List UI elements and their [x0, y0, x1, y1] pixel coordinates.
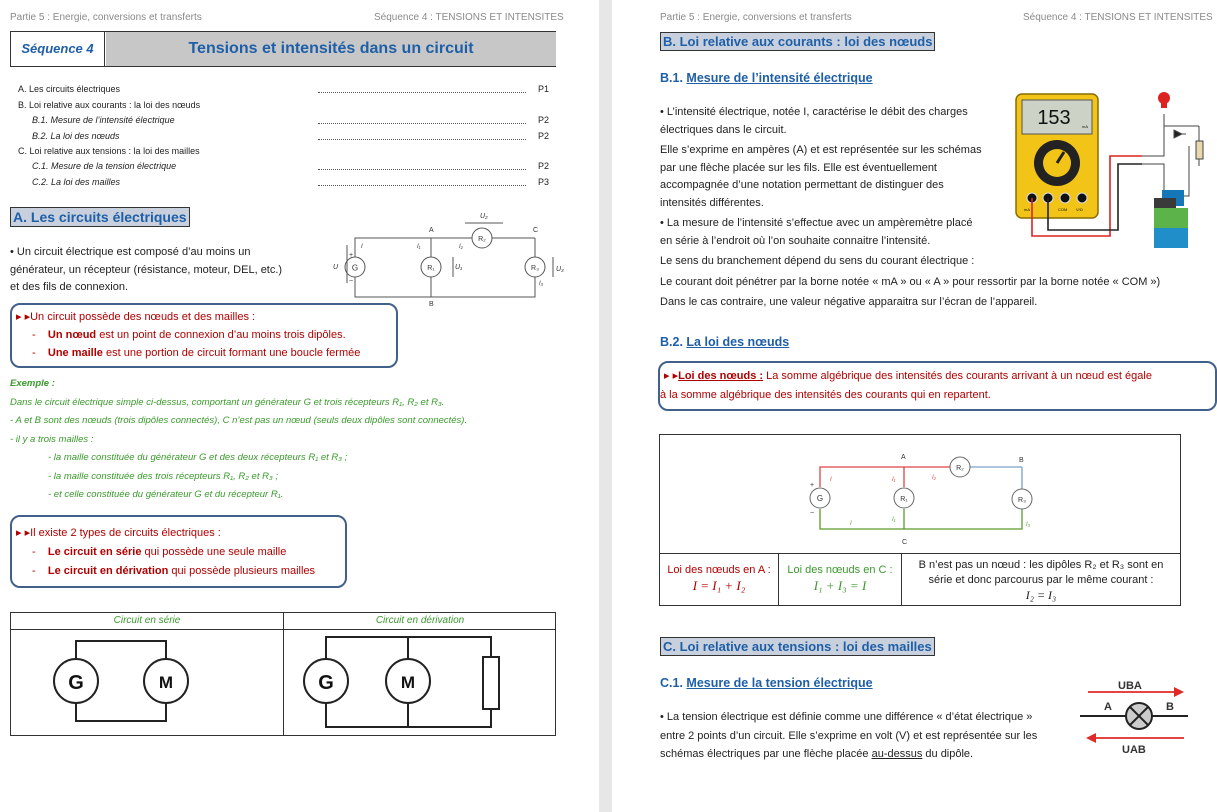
minus-label: − [810, 510, 815, 517]
node-a-equation: I = I₁ + I₂ [692, 578, 746, 593]
terminal-com: COM [1058, 207, 1068, 212]
node-a-label: A [429, 227, 434, 234]
arrow-icon: ▸ ▸ [664, 370, 679, 382]
b1-text: • L’intensité électrique, notée I, caractérise le débit des charges électriques dans le circuit. Elle s’exprime en ampères (A) et est représentée sur les schémas par une flèche placée sur les fils. Elle est éventuellement accompagnée d’une notation permettant de distinguer des intensités différentes. • La mesure de l’intensité s’effectue avec un ampèremètre placé en série à l’endroit où l’on souhaite connaitre l’intensité. Le sens du branchement dépend du sens du courant électrique : Le courant doit pénétrer par la borne notée « mA » ou « A » pour ressortir par la borne notée « COM ») Dans le cas contraire, une valeur négative apparaitra sur l’écran de l’appareil. [660, 106, 1161, 308]
plus-label: + [349, 252, 354, 259]
r3-label: R₃ [531, 265, 539, 272]
c1-text: • La tension électrique est définie comme une différence « d’état électrique » entre 2 points d’un circuit. Elle s’exprime en volt (V) et est représentée sur les schémas électriques par une flèche placée au-dessus du dipôle. [660, 711, 1038, 760]
page-header-left: Partie 5 : Energie, conversions et transferts [10, 12, 202, 23]
parallel-generator-label: G [318, 672, 334, 694]
u3-label: U₃ [556, 266, 564, 273]
i2-label: I₂ [459, 244, 463, 250]
i3-label: I₃ [1026, 522, 1031, 528]
series-motor-label: M [158, 673, 174, 692]
node-law-box: ▸ ▸Loi des nœuds : La somme algébrique des intensités des courants arrivant à un nœud est égale à la somme algébrique des intensités des courants qui en repartent. [658, 361, 1217, 411]
minus-label: − [349, 278, 354, 285]
circuit-types-table [10, 612, 556, 736]
u1-label: U₁ [455, 264, 463, 271]
arrow-icon: ▸ ▸ [16, 527, 31, 539]
parallel-circuit [296, 631, 551, 735]
point-a-label: A [1104, 701, 1112, 713]
nodes-meshes-box: ▸ ▸Un circuit possède des nœuds et des mailles : - Un nœud est un point de connexion d’au moins trois dipôles. - Une maille est une portion de circuit formant une boucle fermée [10, 303, 398, 368]
terminal-v: V/Ω [1076, 207, 1083, 212]
meter-display: 153 [1037, 107, 1071, 129]
node-c-label: C [902, 539, 908, 546]
toc-row[interactable]: C.2. La loi des mailles P3 [32, 177, 550, 187]
lamp-voltage-diagram [1080, 672, 1190, 760]
left-page [0, 0, 599, 812]
page-header-left: Partie 5 : Energie, conversions et transferts [660, 12, 852, 23]
arrow-icon: ▸ ▸ [16, 311, 31, 323]
toc-row[interactable]: B. Loi relative aux courants : la loi des nœuds [18, 100, 201, 110]
node-b-label: B [1019, 457, 1024, 464]
node-b-equation: I₂ = I₃ [1025, 588, 1057, 602]
i2-label: I₂ [932, 475, 936, 481]
generator-label: G [351, 263, 359, 273]
series-circuit [31, 631, 271, 735]
table-of-contents [0, 84, 560, 194]
circuit-types-box: ▸ ▸Il existe 2 types de circuits électriques : - Le circuit en série qui possède une seule maille - Le circuit en dérivation qui possède plusieurs mailles [10, 515, 347, 588]
i1-lower-label: I₁ [892, 517, 896, 523]
series-header: Circuit en série [113, 615, 181, 626]
uba-label: UBA [1118, 680, 1142, 692]
r2-label: R₂ [956, 465, 964, 472]
point-b-label: B [1166, 701, 1174, 713]
parallel-header: Circuit en dérivation [375, 615, 465, 626]
page-header-right: Séquence 4 : TENSIONS ET INTENSITES [374, 12, 564, 23]
gen-label: G [816, 494, 824, 503]
series-generator-label: G [68, 672, 84, 694]
node-c-equation: I₁ + I₃ = I [813, 578, 867, 593]
toc-row[interactable]: A. Les circuits électriques P1 [18, 84, 550, 94]
i-label: I [830, 477, 832, 483]
parallel-motor-label: M [400, 673, 416, 692]
toc-row[interactable]: C.1. Mesure de la tension électrique P2 [32, 161, 550, 171]
b1-heading: B.1. Mesure de l’intensité électrique [660, 71, 873, 85]
page-title: Tensions et intensités dans un circuit [106, 32, 556, 66]
i-label: I [361, 244, 363, 250]
node-c-label: C [533, 227, 539, 234]
node-law-table [659, 434, 1181, 606]
section-a-heading: A. Les circuits électriques [10, 207, 190, 227]
example-block: Exemple : Dans le circuit électrique simple ci-dessus, comportant un générateur G et trois récepteurs R₁, R₂ et R₃. - A et B sont des nœuds (trois dipôles connectés), C n’est pas un nœud (seuls deux dipôles sont connectés). - il y a trois mailles : - la maille constituée du générateur G et des deux récepteurs R₁ et R₃ ; - la maille constituée des trois récepteurs R₁, R₂ et R₃ ; - et celle constituée du générateur G et du récepteur R₁. [10, 378, 468, 500]
r2-label: R₂ [478, 236, 486, 243]
node-b-note-1: B n’est pas un nœud : les dipôles R₂ et R₃ sont en [918, 559, 1164, 571]
circuit-diagram-left [325, 205, 585, 310]
section-b-heading: B. Loi relative aux courants : loi des nœuds [660, 32, 935, 51]
r1-label: R₁ [900, 496, 908, 503]
toc-row[interactable]: C. Loi relative aux tensions : la loi des mailles [18, 146, 200, 156]
section-c-heading: C. Loi relative aux tensions : loi des mailles [660, 637, 935, 656]
node-a-law-title: Loi des nœuds en A : [667, 564, 771, 576]
node-a-label: A [901, 454, 906, 461]
intro-text: • Un circuit électrique est composé d’au moins un générateur, un récepteur (résistance, moteur, DEL, etc.) et des fils de connexion. [10, 246, 283, 293]
i3-label: I₃ [539, 281, 544, 287]
i1-label: I₁ [417, 244, 421, 250]
sequence-label: Séquence 4 [11, 32, 105, 66]
r3-label: R₃ [1018, 497, 1026, 504]
node-b-note-2: série et donc parcourus par le même courant : [928, 574, 1154, 586]
b2-heading: B.2. La loi des nœuds [660, 335, 790, 349]
node-b-label: B [429, 301, 434, 308]
u-label: U [333, 264, 339, 271]
r1-label: R₁ [427, 265, 435, 272]
c1-heading: C.1. Mesure de la tension électrique [660, 676, 873, 690]
page-header-right: Séquence 4 : TENSIONS ET INTENSITES [1023, 12, 1213, 23]
i-lower-label: I [850, 521, 852, 527]
node-c-law-title: Loi des nœuds en C : [787, 564, 893, 576]
multimeter-illustration [1014, 86, 1214, 251]
toc-row[interactable]: B.1. Mesure de l’intensité électrique P2 [32, 115, 550, 125]
right-page [612, 0, 1217, 812]
node-law-circuit [800, 447, 1040, 551]
uab-label: UAB [1122, 744, 1146, 756]
terminal-ma: mA [1024, 207, 1030, 212]
plus-label: + [810, 482, 815, 489]
toc-row[interactable]: B.2. La loi des nœuds P2 [32, 131, 550, 141]
i1-label: I₁ [892, 477, 896, 483]
meter-unit: mA [1082, 124, 1088, 129]
title-banner [10, 31, 556, 67]
u2-label: U₂ [480, 213, 488, 220]
